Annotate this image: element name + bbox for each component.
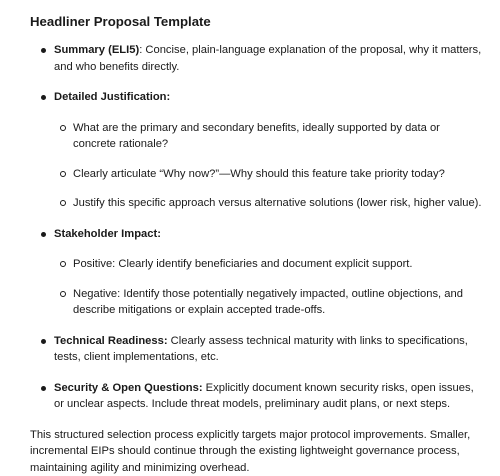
section-stakeholder-label: Stakeholder Impact: [54, 228, 161, 240]
stakeholder-item-negative: Negative: Identify those potentially negatively impacted, outline objections, and describe mitigations or explain accepted trade-offs. [73, 286, 482, 319]
section-security-text: Explicitly document known security risks, open issues, or unclear aspects. Include threat models, preliminary audit plans, or next steps. [54, 382, 474, 411]
section-detailed-justification [54, 89, 482, 212]
justification-item-benefits: What are the primary and secondary benefits, ideally supported by data or concrete rationale? [73, 120, 482, 153]
section-security-label: Security & Open Questions: [54, 382, 203, 394]
stakeholder-sublist [54, 256, 482, 319]
section-summary-label: Summary (ELI5) [54, 44, 139, 56]
closing-paragraph: This structured selection process explicitly targets major protocol improvements. Smaller, incremental EIPs should continue through the existing lightweight governance process, maintaining agility and minimizing overhead. [30, 427, 482, 476]
section-technical-text: Clearly assess technical maturity with links to specifications, tests, client implementations, etc. [54, 335, 468, 364]
stakeholder-item-positive: Positive: Clearly identify beneficiaries and document explicit support. [73, 256, 482, 273]
section-technical-label: Technical Readiness: [54, 335, 168, 347]
section-stakeholder-impact [54, 226, 482, 319]
document-title: Headliner Proposal Template [30, 14, 482, 30]
proposal-sections-list [30, 42, 482, 413]
section-security-open-questions [54, 380, 482, 413]
justification-sublist [54, 120, 482, 212]
section-summary-text: : Concise, plain-language explanation of the proposal, why it matters, and who benefits directly. [54, 44, 481, 73]
section-technical-readiness [54, 333, 482, 366]
section-summary [54, 42, 482, 75]
justification-item-approach: Justify this specific approach versus alternative solutions (lower risk, higher value). [73, 195, 482, 212]
justification-item-why-now: Clearly articulate “Why now?”—Why should this feature take priority today? [73, 166, 482, 183]
section-justification-label: Detailed Justification: [54, 91, 170, 103]
